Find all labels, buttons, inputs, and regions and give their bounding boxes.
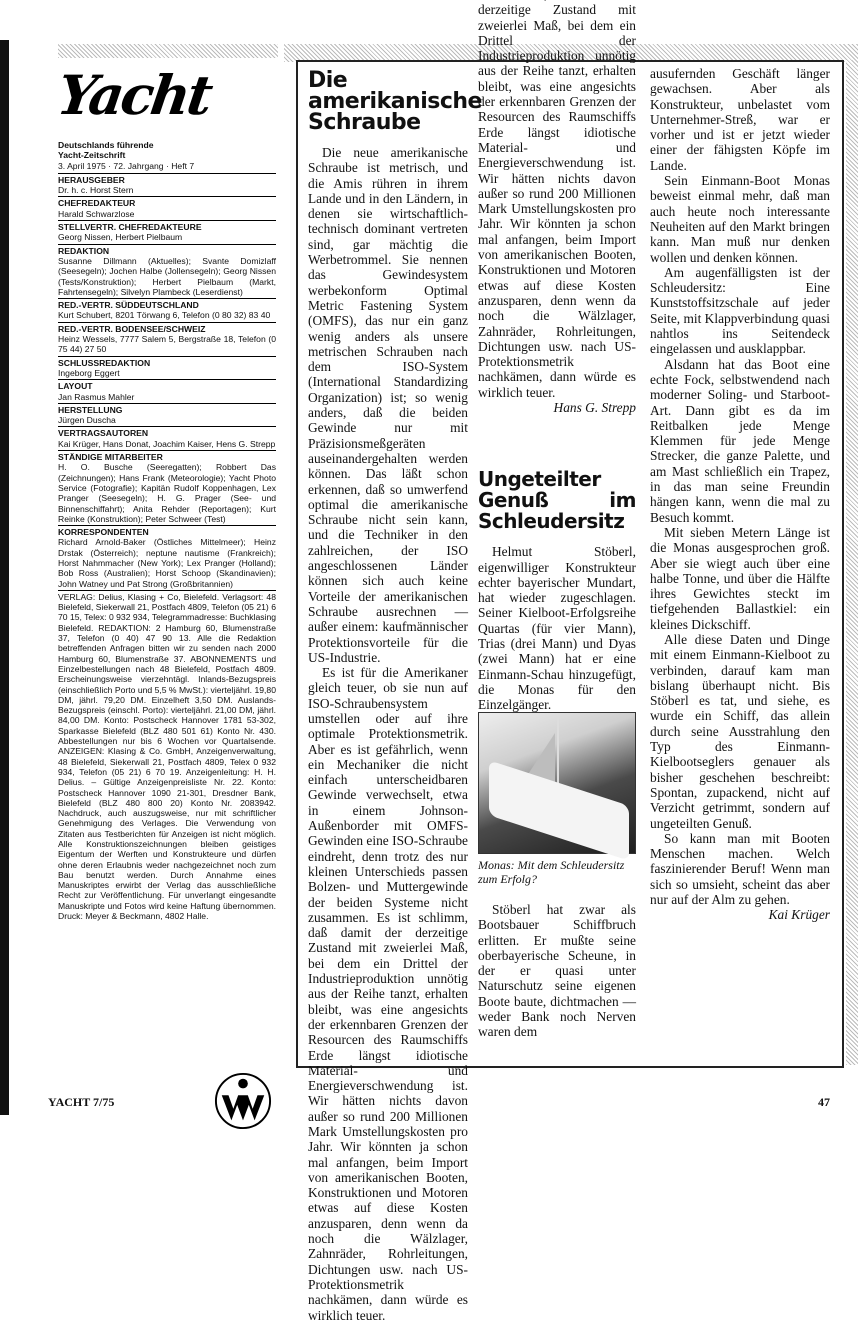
masthead-intro-line: 3. April 1975 · 72. Jahrgang · Heft 7: [58, 160, 195, 171]
photo-hull: [489, 760, 629, 860]
article-column-2: [478, 2, 636, 713]
masthead-section-body: Richard Arnold-Baker (Östliches Mittelmeer); Heinz Drstak (Österreich); neptune nautisme (Frankreich); Horst Nahmmacher (New York); Lex Pranger (Holland); Bob Ross (Australien); Horst Schoop (Skandinavien); John Watney und Pat Strong (Großbritannien): [58, 537, 276, 589]
article1-continuation: [478, 2, 636, 400]
footer-page-number: 47: [818, 1095, 830, 1109]
masthead-section: [58, 379, 276, 403]
article2-paragraph: ausufernden Geschäft länger gewachsen. Aber als Konstrukteur, unbelastet vom Unternehmer-Streß, war er vorher und ist er jetzt wieder einer der fähigsten Köpfe im Lande.: [650, 66, 830, 173]
article2-lead: Helmut Stöberl, eigenwilliger Konstrukteur echter bayerischer Mundart, hat wieder zugeschlagen. Seiner Kielboot-Erfolgsreihe Quartas (für vier Mann), Trias (drei Mann) und Dyas (zwei Mann) hat er eine Einmann-Schau hinzugefügt, die Monas für den Einzelgänger.: [478, 544, 636, 713]
masthead-intro: [58, 140, 276, 171]
article2-headline: Ungeteilter Genuß im Schleudersitz: [478, 467, 636, 534]
masthead-section-body: Susanne Dillmann (Aktuelles); Svante Domizlaff (Seesegeln); Jochen Halbe (Jollensegeln); Georg Nissen (Tests/Konstruktion); Herbert Pielbaum (Markt, Fahrtensegeln); Silvelyn Plambeck (Leserdienst): [58, 255, 276, 297]
masthead-section: [58, 525, 276, 590]
masthead-section-heading: VERTRAGSAUTOREN: [58, 428, 149, 439]
photo-caption: Monas: Mit dem Schleudersitz zum Erfolg?: [478, 858, 625, 886]
masthead-section-heading: STELLVERTR. CHEFREDAKTEURE: [58, 222, 202, 233]
masthead: [53, 62, 277, 922]
masthead-section: [58, 244, 276, 298]
article1-paragraph: Die neue amerikanische Schraube ist metrisch, und die Amis rühren in ihrem Lande und in den Ländern, in denen sie wirtschaftlich-technisch dominant vertreten sind, gar mächtig die Werbetrommel. Sie nennen das Gewindesystem werbekonform Optimal Metric Fastening System (OMFS), das nur ein ganz wenig anders als unsere metrischen Schrauben nach dem ISO-System (International Standardizing Organization) ist; so wenig anders, daß die beiden Gewinde nur mit Präzisionsmeßgeräten auseinandergehalten werden können. Das läßt schon erkennen, daß so umwerfend optimal die amerikanische Schraube nicht sein kann, und die Techniker in den zahlreichen, der ISO angeschlossenen Länder können sich auch keine Vorteile der amerikanischen Schraube ausrechnen — außer einem: kaufmännischer Protektionsvorteile für die US-Industrie.: [308, 145, 468, 665]
masthead-section: [58, 322, 276, 356]
masthead-section-body: Jürgen Duscha: [58, 415, 116, 426]
article2-paragraph: Am augenfälligsten ist der Schleudersitz: Eine Kunststoffsitzschale auf jeder Seite, mit Klappverbindung quasi nahtlos ins Seitendeck eingelassen und ausklappbar.: [650, 264, 831, 357]
masthead-section: [58, 356, 276, 380]
masthead-section-body: Ingeborg Eggert: [58, 367, 120, 378]
article2-column-3: [650, 66, 830, 923]
article2-paragraph: Stöberl hat zwar als Bootsbauer Schiffbruch erlitten. Er mußte seine oberbayerische Scheune, in der er quasi unter Naturschutz seine eigenen Boote baute, dichtmachen — weder Bank noch Nerven waren dem: [478, 902, 636, 1040]
masthead-section: [58, 450, 276, 525]
article1-paragraph: Es ist für die Amerikaner gleich teuer, ob sie nun auf ISO-Schraubensystem umstellen oder auf ihre optimale Protektionsmetrik. Aber es ist gefährlich, wenn ein Mechaniker die nicht einfach unterscheidbaren Gewinde verwechselt, etwa in einem Johnson-Außenborder mit OMFS-Gewinden eine ISO-Schraube eindreht, denn trotz des nur kleinen Unterschieds passen Bolzen- und Muttergewinde der beiden Systeme nicht zusammen. Es ist schlimm, daß damit der derzeitige Zustand mit zweierlei Maß, bei dem ein Drittel der Industrieproduktion unnötig aus der Reihe tanzt, erhalten bleibt, was eine angesichts der erkennbaren Grenzen der Resourcen des Raumschiffs Erde längst idiotische Material- und Energieverschwendung ist. Wir hätten nichts davon außer so rund 200 Millionen Mark Umstellungskosten pro Jahr. Wir könnten ja schon mal anfangen, beim Import von amerikanischen Booten, Konstruktionen und Motoren etwas auf diese Kosten anzusparen, denn wenn da noch die Wälzlager, Zahnräder, Rohrleitungen, Dichtungen usw. nach US-Protektionsmetrik nachkämen, dann würde es wirklich teuer.: [308, 665, 468, 1323]
masthead-hatch-band: [58, 44, 278, 58]
masthead-section-body: Georg Nissen, Herbert Pielbaum: [58, 232, 183, 243]
article2-paragraph: Alsdann hat das Boot eine echte Fock, selbstwendend nach moderner Soling- und Starboot-Art. Dann gibt es da im Reitbalken jede Menge Klemmen für jede Menge Strecker, die ganze Palette, und am Mast schließlich ein Trapez, in das man seine Freundin hängen kann, wenn die mal zu Besuch kommt.: [650, 356, 830, 525]
masthead-section-heading: STÄNDIGE MITARBEITER: [58, 452, 163, 463]
article2-paragraph: Mit sieben Metern Länge ist die Monas ausgesprochen groß. Aber sie wiegt auch über eine halbe Tonne, und über die Hälfte ihres Gewichtes steckt im tiefgehenden Ballastkiel: ein kleines Dickschiff.: [650, 524, 830, 632]
masthead-section-heading: KORRESPONDENTEN: [58, 527, 149, 538]
article2-paragraph: Sein Einmann-Boot Monas beweist einmal mehr, daß man auch heute noch interessante Neuheiten auf den Markt bringen kann. Man muß nur denken wollen und denken können.: [650, 173, 830, 265]
masthead-section-heading: RED.-VERTR. BODENSEE/SCHWEIZ: [58, 323, 206, 334]
masthead-section: [58, 298, 276, 322]
monas-boat-photo: [478, 712, 636, 854]
publisher-text: VERLAG: Delius, Klasing + Co, Bielefeld. Verlagsort: 48 Bielefeld, Siekerwall 21, Postfach 4809, Telefon (05 21) 6 70 15, Telex: 0 932 934, Telegrammadresse: Buchklasing Bielefeld. REDAKTION: 2 Hamburg 60, Blumenstraße 37, Telefon (0 40) 47 90 13. Alle die Redaktion betreffenden Anfragen bitten wir zu senden nach 2000 Hamburg 60, Blumenstraße 37. ABONNEMENTS und Einzelbestellungen nach 48 Bielefeld, Postfach 4809. Erscheinungsweise vierzehntägl. Inlands-Bezugspreis (einschließlich Porto und 5,5 % MwSt.): vierteljährl. 19,80 DM, jährl. 79,20 DM. Einzelheft 3,50 DM. Auslands-Bezugspreis (einschl. Porto): vierteljährl. 21,00 DM, jährl. 84,00 DM. Konto: Postscheck Hannover 1781 53-302, Sparkasse Bielefeld (BLZ 480 501 61) Konto Nr. 430. Abbestellungen nur bis 6 Wochen vor Quartalsende. ANZEIGEN: Klasing & Co. GmbH, Anzeigenverwaltung, 48 Bielefeld, Siekerwall 21, Postfach 4809, Telex 0 932 934, Telefon (05 21) 6 70 19. Anzeigenleitung: H. H. Delius. – Gültige Anzeigenpreisliste Nr. 22. Konto: Postscheck Hannover 1090 21-301, Dresdner Bank, Bielefeld (BLZ 480 800 20) Konto Nr. 2083942. Nachdruck, auch auszugsweise, nur mit schriftlicher Genehmigung des Verlages. Die Verwendung von Zitaten aus Testberichten für Anzeigen ist nicht möglich. Alle Konstruktionszeichnungen bleiben geistiges Eigentum der Werften und Konstrukteure und dürfen ohne deren Erlaubnis weder nachgezeichnet noch zum Bau benutzt werden. Durch Annahme eines Manuskriptes erwirbt der Verlag das ausschließliche Recht zur Veröffentlichung. Für unverlangt eingesandte Manuskripte und Fotos wird keine Haftung übernommen. Druck: Meyer & Beckmann, 4802 Halle.: [58, 591, 277, 922]
article-hatch-strip: [846, 60, 858, 1065]
masthead-section-heading: HERAUSGEBER: [58, 174, 125, 185]
masthead-section-body: Dr. h. c. Horst Stern: [58, 185, 134, 196]
masthead-sections: [58, 173, 276, 590]
masthead-section-heading: SCHLUSSREDAKTION: [58, 357, 151, 368]
masthead-section: [58, 426, 276, 450]
ivw-seal-icon: [214, 1072, 272, 1130]
masthead-section-body: Kai Krüger, Hans Donat, Joachim Kaiser, Hens G. Strepp: [58, 438, 276, 449]
masthead-intro-line: Yacht-Zeitschrift: [58, 150, 126, 161]
masthead-section: [58, 403, 276, 427]
masthead-intro-line: Deutschlands führende: [58, 140, 154, 150]
article1-headline: Die amerikanische Schraube: [308, 68, 482, 135]
masthead-section-body: Jan Rasmus Mahler: [58, 391, 135, 402]
article2-author: Kai Krüger: [768, 907, 830, 923]
article1-author: Hans G. Strepp: [553, 400, 636, 415]
masthead-section-heading: HERSTELLUNG: [58, 404, 123, 415]
yacht-logo: Yacht: [53, 63, 214, 127]
article2-column-2-bottom: [478, 902, 636, 1040]
masthead-section-body: H. O. Busche (Seeregatten); Robbert Das (Zeichnungen); Hans Frank (Meteorologie); Yacht Photo Service (Fotografie); Kapitän Rudolf Koppenhagen, Lex Pranger (Seesegeln); H. G. Prager (See- und Binnenschiffahrt); Anita Rehder (Reportagen); Kurt Reinke (Konstruktion); Peter Schweer (Test): [58, 462, 276, 524]
masthead-section-body: Harald Schwarzlose: [58, 208, 135, 219]
footer-magazine-issue: YACHT 7/75: [48, 1095, 115, 1109]
masthead-section-heading: LAYOUT: [58, 381, 93, 392]
article1-continued-text: derzeitige Zustand mit zweierlei Maß, bei dem ein Drittel der Industrieproduktion unnötig aus der Reihe tanzt, erhalten bleibt, was eine angesichts der erkennbaren Grenzen der Resourcen des Raumschiffs Erde längst idiotische Material- und Energieverschwendung ist. Wir hätten nichts davon außer so rund 200 Millionen Mark Umstellungskosten pro Jahr. Wir könnten ja schon mal anfangen, beim Import von amerikanischen Booten, Konstruktionen und Motoren etwas auf diese Kosten anzusparen, denn wenn da noch die Wälzlager, Zahnräder, Rohrleitungen, Dichtungen usw. nach US-Protektionsmetrik nachkämen, dann würde es wirklich teuer.: [478, 2, 636, 400]
masthead-section-heading: REDAKTION: [58, 245, 110, 256]
article1-column-1: [308, 66, 482, 1323]
article2-paragraph: So kann man mit Booten Menschen machen. Welch faszinierender Beruf! Wenn man sich so umsieht, scheint das aber nur auf der Alm zu gehen.: [650, 830, 830, 908]
masthead-section: [58, 173, 276, 197]
masthead-section-heading: RED.-VERTR. SÜDDEUTSCHLAND: [58, 300, 199, 311]
masthead-section: [58, 196, 276, 220]
masthead-section: [58, 220, 276, 244]
masthead-section-heading: CHEFREDAKTEUR: [58, 198, 136, 209]
publisher-block: [58, 590, 276, 923]
page-edge-bar: [0, 40, 9, 1115]
masthead-section-body: Heinz Wessels, 7777 Salem 5, Bergstraße 18, Telefon (0 75 44) 27 50: [58, 334, 276, 355]
article2-paragraph: Alle diese Daten und Dinge mit einem Einmann-Kielboot zu verbinden, darauf kam man bislang überhaupt nicht. Bis Stöberl es tat, und siehe, es wurde ein Schiff, das allein durch seine Ausstrahlung den Typ des Einmann-Kielbootseglers genauer als bisher geschehen beschreibt: Spontan, zupackend, nicht auf Verzicht getrimmt, sondern auf ungeteilten Genuß.: [650, 631, 830, 831]
masthead-section-body: Kurt Schubert, 8201 Törwang 6, Telefon (0 80 32) 83 40: [58, 310, 271, 321]
